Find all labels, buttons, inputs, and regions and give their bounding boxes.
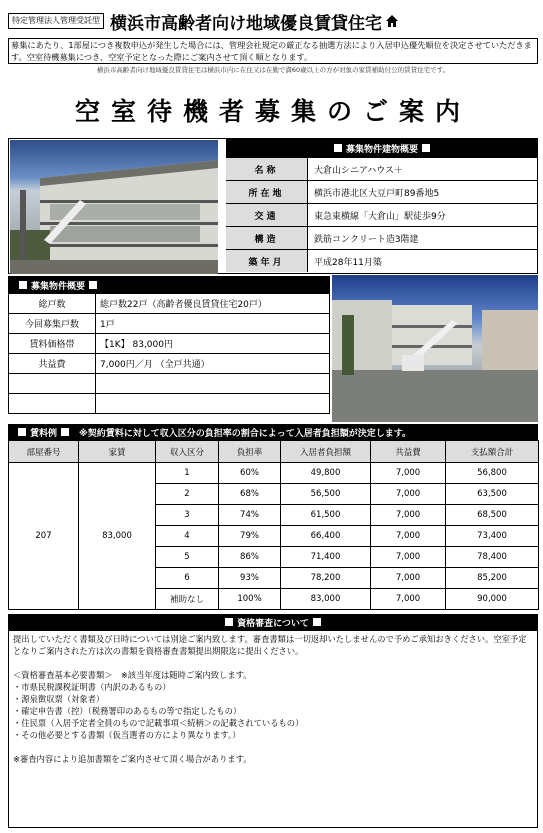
column-header: 共益費 [371, 441, 446, 463]
property-overview-heading: 募集物件概要 [9, 277, 329, 293]
management-badge: 特定管理法人管理受託型 [8, 13, 104, 29]
overview-row: 賃料価格帯 【1K】 83,000円 [9, 333, 329, 353]
building-photo-exterior [10, 140, 218, 274]
square-bullet-icon [89, 281, 97, 289]
column-header: 支払額合計 [446, 441, 539, 463]
overview-row-empty [9, 393, 329, 413]
building-row-name: 名称 大倉山シニアハウス＋ [226, 157, 538, 180]
square-bullet-icon [19, 281, 27, 289]
square-bullet-icon [225, 618, 233, 626]
rent-example-note: ※契約賃料に対して収入区分の負担率の割合によって入居者負担額が決定します。 [79, 428, 412, 439]
rent-example-heading: 賃料例 ※契約賃料に対して収入区分の負担率の割合によって入居者負担額が決定します。 [8, 424, 538, 440]
building-row-address: 所在地 横浜市港北区大豆戸町89番地5 [226, 180, 538, 203]
square-bullet-icon [313, 618, 321, 626]
header [8, 6, 538, 36]
screening-heading: 資格審査について [8, 614, 538, 630]
table-row: 6 93% 78,200 7,000 85,200 [9, 568, 539, 589]
overview-row: 今回募集戸数 1戸 [9, 313, 329, 333]
table-row: 5 86% 71,400 7,000 78,400 [9, 547, 539, 568]
eligibility-note: 横浜市高齢者向け地域優良賃貸住宅は横浜市内に在住又は在勤で満60歳以上の方が対象の家賃補助付公的賃貸住宅です。 [96, 66, 450, 74]
table-row: 2 68% 56,500 7,000 63,500 [9, 484, 539, 505]
screening-body: 提出していただく書類及び日時については別途ご案内致します。審査書類は一切返却いたしませんので予めご承知おきください。空室予定となりご案内された方は次の書類を資格審査書類提出期限迄に提出ください。 ＜資格審査基本必要書類＞ ※該当年度は随時ご案内致します。 ・市県民税課税証明書（内訳のあるもの） ・源泉徴収票（対象者） ・確定申告書（控）（税務署印のあるもの等で指定したもの） ・住民票（入居予定者全員のもので記載事項＜続柄＞の記載されているもの） ・その他必要とする書類（仮当選者の方により異なります。） ※審査内容により追加書類をご案内させて頂く場合があります。 [8, 630, 538, 828]
lottery-notice: 募集にあたり、1部屋につき複数申込が発生した場合には、管理会社規定の厳正なる抽選方法により入居申込優先順位を決定させていただきます。空室待機募集につき、空室予定となった際にご案内させて頂く順となります。 [8, 38, 538, 64]
table-row: 207 83,000 1 60% 49,800 7,000 56,800 [9, 463, 539, 484]
building-section [8, 138, 538, 274]
overview-row-empty [9, 373, 329, 393]
main-heading: 空室待機者募集のご案内 [74, 97, 471, 126]
square-bullet-icon [18, 428, 26, 436]
page-title: 横浜市高齢者向け地域優良賃貸住宅 [110, 13, 382, 34]
building-row-built: 築年月 平成28年11月築 [226, 249, 538, 272]
overview-row: 総戸数 総戸数22戸（高齢者優良賃貸住宅20戸） [9, 293, 329, 313]
square-bullet-icon [334, 144, 342, 152]
house-icon [385, 14, 399, 28]
building-row-structure: 構造 鉄筋コンクリート造3階建 [226, 226, 538, 249]
building-info-table [226, 139, 538, 272]
rent-example-table [8, 440, 539, 610]
column-header: 家賃 [79, 441, 156, 463]
building-row-access: 交通 東急東横線「大倉山」駅徒歩9分 [226, 203, 538, 226]
column-header: 入居者負担額 [281, 441, 371, 463]
building-info-heading: 募集物件建物概要 [226, 139, 538, 157]
overview-row: 共益費 7,000円／月 （全戸共通） [9, 353, 329, 373]
rent-cell: 83,000 [79, 463, 156, 610]
column-header: 部屋番号 [9, 441, 79, 463]
building-photo-courtyard [332, 275, 538, 422]
column-header: 負担率 [219, 441, 281, 463]
table-header-row [9, 441, 539, 463]
room-number-cell: 207 [9, 463, 79, 610]
column-header: 収入区分 [156, 441, 219, 463]
table-row: 4 79% 66,400 7,000 73,400 [9, 526, 539, 547]
square-bullet-icon [61, 428, 69, 436]
table-row: 3 74% 61,500 7,000 68,500 [9, 505, 539, 526]
table-row: 補助なし 100% 83,000 7,000 90,000 [9, 589, 539, 610]
square-bullet-icon [422, 144, 430, 152]
property-overview-table [8, 276, 330, 414]
